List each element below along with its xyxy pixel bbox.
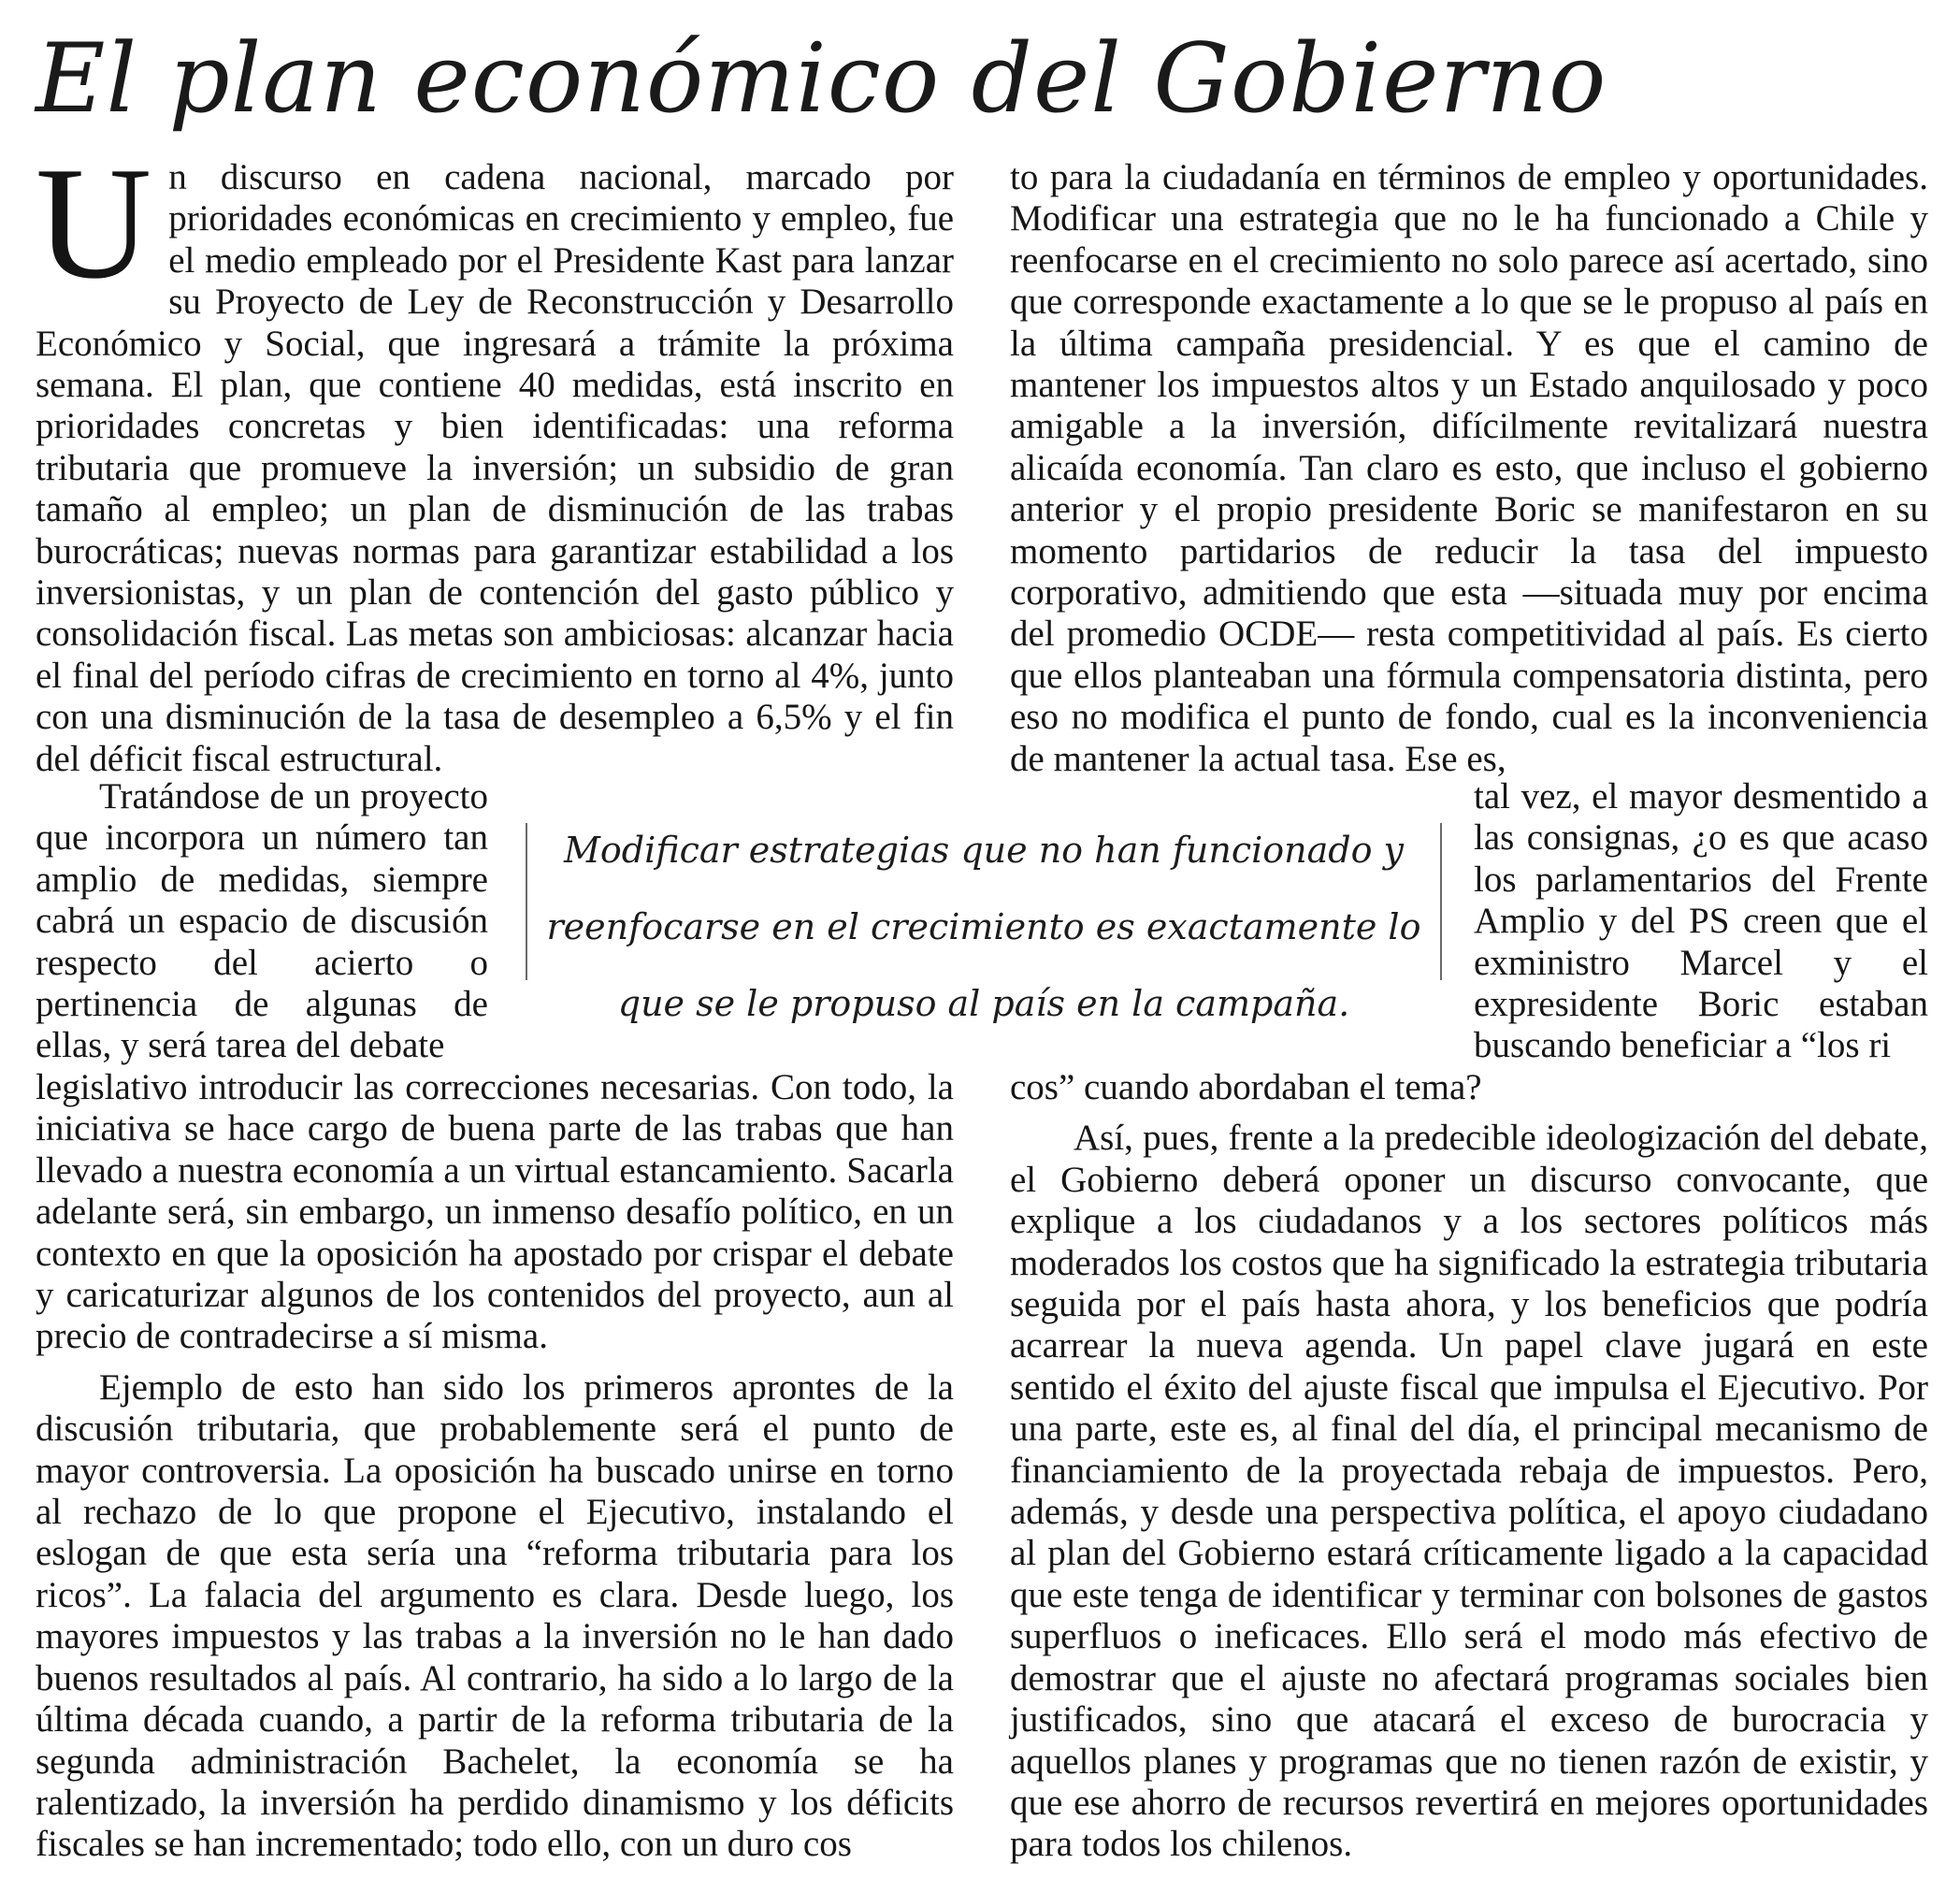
- paragraph-1-text: n discurso en cadena nacional, marcado por prioridades económicas en crecimiento y empleo, fue el medio empleado por el Presidente Kast para lanzar su Proyecto de Ley de Reconstrucción y Desarrollo Económico y Social, que ingresará a trámite la próxima semana. El plan, que contiene 40 medidas, está inscrito en prioridades concretas y bien identificadas: una reforma tributaria que promueve la inversión; un subsidio de gran tamaño al empleo; un plan de disminución de las trabas burocráticas; nuevas normas para garantizar estabilidad a los inversionistas, y un plan de contención del gasto público y consolidación fiscal. Las metas son ambiciosas: alcanzar hacia el final del período cifras de crecimiento en torno al 4%, junto con una disminución de la tasa de desempleo a 6,5% y el fin del déficit fiscal estructural.: [36, 157, 954, 779]
- article-paragraph-2-narrow: Tratándose de un proyecto que incorpora un número tan amplio de medidas, siempre cabrá un espacio de discusión respecto del acierto o pertinencia de algunas de ellas, y será tarea del debate: [36, 776, 488, 1066]
- left-column-lower: [36, 1067, 954, 1866]
- pullquote-right-rule: [1440, 823, 1442, 980]
- pullquote-left-rule: [526, 823, 527, 980]
- pull-quote: Modificar estrategias que no han funcionado y reenfocarse en el crecimiento es exactamente lo que se le propuso al país en la campaña.: [546, 830, 1421, 1024]
- article-paragraph-5: Así, pues, frente a la predecible ideologización del debate, el Gobierno deberá oponer un discurso convocante, que explique a los ciudadanos y a los sectores políticos más moderados los costos que ha significado la estrategia tributaria seguida por el país hasta ahora, y los beneficios que podría acarrear la nueva agenda. Un papel clave jugará en este sentido el éxito del ajuste fiscal que impulsa el Ejecutivo. Por una parte, este es, al final del día, el principal mecanismo de financiamiento de la proyectada rebaja de impuestos. Pero, además, y desde una perspectiva política, el apoyo ciudadano al plan del Gobierno estará críticamente ligado a la capacidad que este tenga de identificar y terminar con bolsones de gastos superfluos o ineficaces. Ello será el modo más efectivo de demostrar que el ajuste no afectará programas sociales bien justificados, sino que atacará el exceso de burocracia y aquellos planes y programas que no tienen razón de existir, y que ese ahorro de recursos revertirá en mejores oportunidades para todos los chilenos.: [1010, 1118, 1928, 1865]
- article-paragraph-4-narrow: tal vez, el mayor desmentido a las consignas, ¿o es que acaso los parlamentarios del Frente Amplio y del PS creen que el exministro Marcel y el expresidente Boric estaban buscando beneficiar a “los ri: [1474, 776, 1928, 1066]
- article-paragraph-4-end: cos” cuando abordaban el tema?: [1010, 1067, 1482, 1107]
- right-column-lower: [1010, 1067, 1928, 1866]
- article-paragraph-2-continued: legislativo introducir las correcciones necesarias. Con todo, la iniciativa se hace cargo de buena parte de las trabas que han llevado a nuestra economía a un virtual estancamiento. Sacarla adelante será, sin embargo, un inmenso desafío político, en un contexto en que la oposición ha apostado por crispar el debate y caricaturizar algunos de los contenidos del proyecto, aun al precio de contradecirse a sí misma.: [36, 1067, 954, 1357]
- article-title: El plan económico del Gobierno: [36, 23, 1607, 135]
- article-paragraph-3: Ejemplo de esto han sido los primeros aprontes de la discusión tributaria, que probablemente será el punto de mayor controversia. La oposición ha buscado unirse en torno al rechazo de lo que propone el Ejecutivo, instalando el eslogan de que esta sería una “reforma tributaria para los ricos”. La falacia del argumento es clara. Desde luego, los mayores impuestos y las trabas a la inversión no le han dado buenos resultados al país. Al contrario, ha sido a lo largo de la última década cuando, a partir de la reforma tributaria de la segunda administración Bachelet, la economía se ha ralentizado, la inversión ha perdido dinamismo y los déficits fiscales se han incrementado; todo ello, con un duro cos: [36, 1366, 954, 1865]
- article-paragraph-4: to para la ciudadanía en términos de empleo y oportunidades. Modificar una estrategia que no le ha funcionado a Chile y reenfocarse en el crecimiento no solo parece así acertado, sino que corresponde exactamente a lo que se le propuso al país en la última campaña presidencial. Y es que el camino de mantener los impuestos altos y un Estado anquilosado y poco amigable a la inversión, difícilmente revitalizará nuestra alicaída economía. Tan claro es esto, que incluso el gobierno anterior y el propio presidente Boric se manifestaron en su momento partidarios de reducir la tasa del impuesto corporativo, admitiendo que esta —situada muy por encima del promedio OCDE— resta competitividad al país. Es cierto que ellos planteaban una fórmula compensatoria distinta, pero eso no modifica el punto de fondo, cual es la inconveniencia de mantener la actual tasa. Ese es,: [1010, 157, 1928, 779]
- article-paragraph-1: [36, 135, 954, 780]
- drop-cap: U: [36, 135, 152, 312]
